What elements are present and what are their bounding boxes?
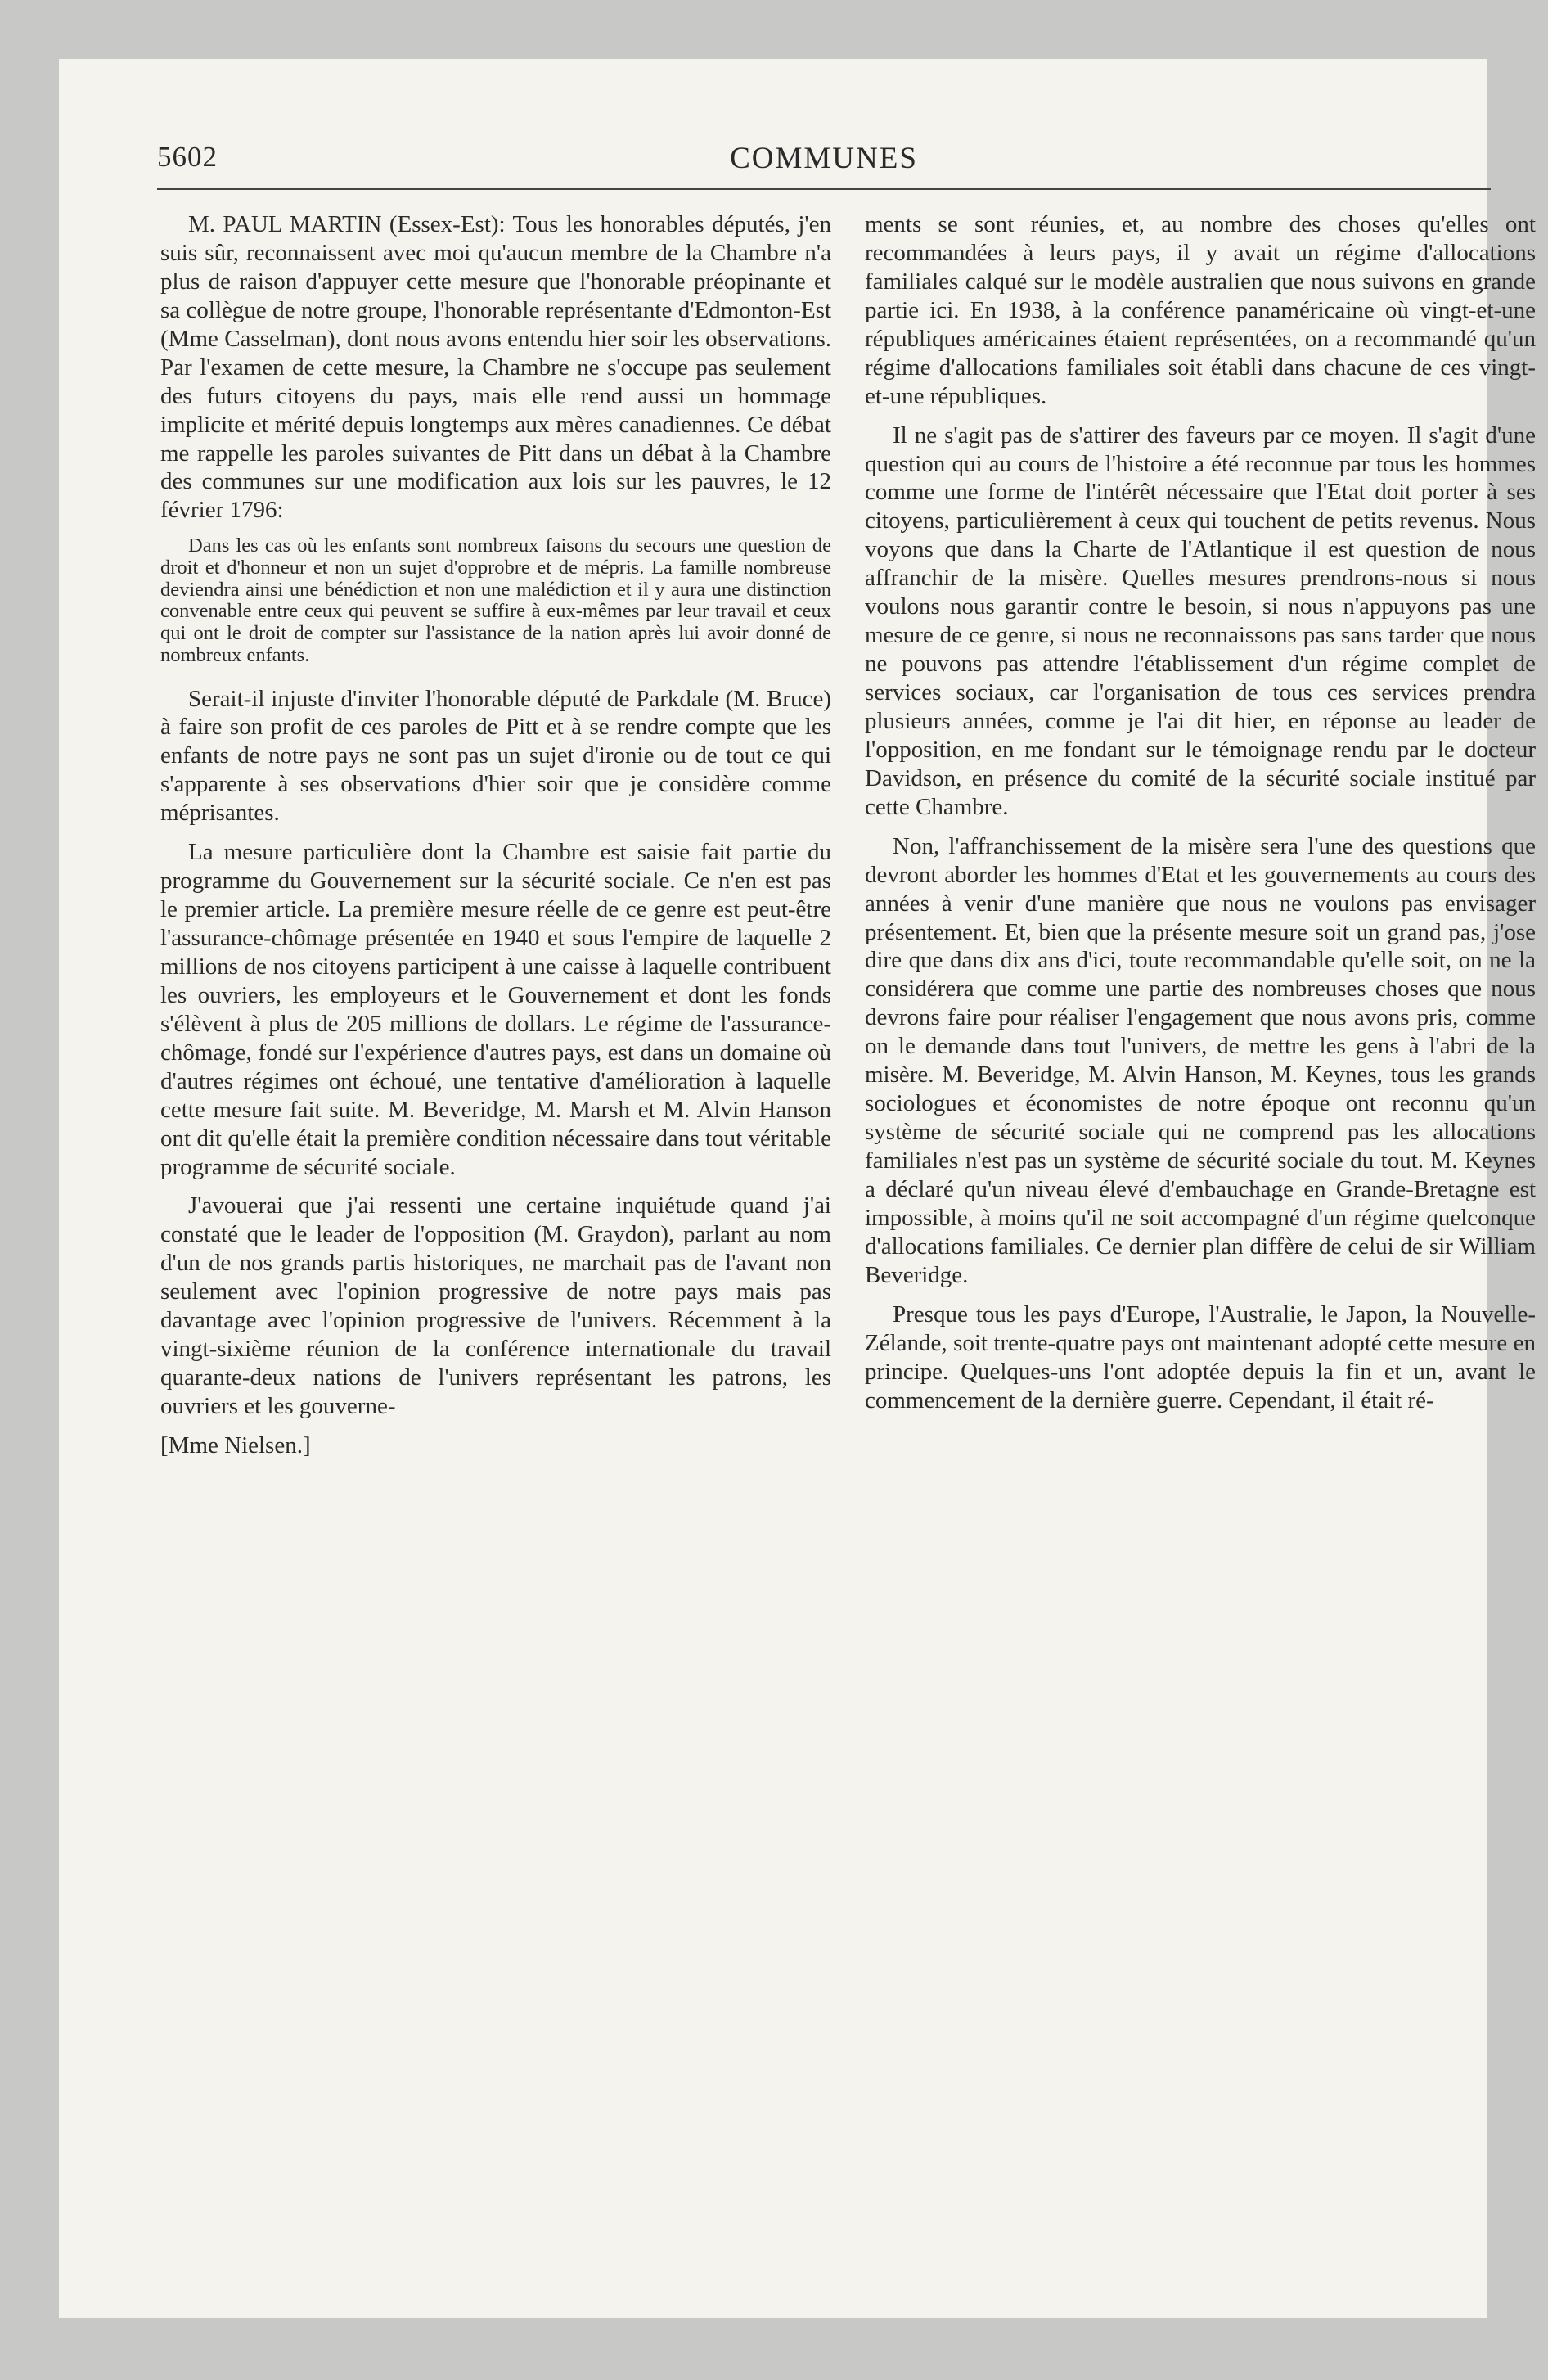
paragraph: Non, l'affranchissement de la misère sera l'une des questions que devront aborder les hommes d'Etat et les gouvernements au cours des années à venir d'une manière que nous ne voulons pas envisager présentement. Et, bien que la présente mesure soit un grand pas, j'ose dire que dans dix ans d'ici, toute recommandable qu'elle soit, on ne la considérera que comme une partie des nombreuses choses que nous devrons faire pour réaliser l'engagement que nous avons pris, comme on le demande dans tout l'univers, de mettre les gens à l'abri de la misère. M. Beveridge, M. Alvin Hanson, M. Keynes, tous les grands sociologues et économistes de notre époque ont reconnu qu'un système de sécurité sociale qui ne comprend pas les allocations familiales n'est pas un système de sécurité sociale du tout. M. Keynes a déclaré qu'un niveau élevé d'embauchage en Grande-Bretagne est impossible, à moins qu'il ne soit accompagné d'un régime quelconque d'allocations familiales. Ce dernier plan diffère de celui de sir William Beveridge. bbox=[865, 832, 1536, 1288]
paragraph: J'avouerai que j'ai ressenti une certaine inquiétude quand j'ai constaté que le leader de l'opposition (M. Graydon), parlant au nom d'un de nos grands partis historiques, ne marchait pas de l'avant non seulement avec l'opinion progressive de notre pays mais pas davantage avec l'opinion progressive de l'univers. Récemment à la vingt-sixième réunion de la conférence internationale du travail quarante-deux nations de l'univers représentant les patrons, les ouvriers et les gouverne- bbox=[160, 1192, 831, 1420]
paragraph: La mesure particulière dont la Chambre est saisie fait partie du programme du Gouvernement sur la sécurité sociale. Ce n'en est pas le premier article. La première mesure réelle de ce genre est peut-être l'assurance-chômage présentée en 1940 et sous l'empire de laquelle 2 millions de nos citoyens participent à une caisse à laquelle contribuent les ouvriers, les employeurs et le Gouvernement et dont les fonds s'élèvent à plus de 205 millions de dollars. Le régime de l'assurance-chômage, fondé sur l'expérience d'autres pays, est dans un domaine où d'autres régimes ont échoué, une tentative d'amélioration à laquelle cette mesure fait suite. M. Beveridge, M. Marsh et M. Alvin Hanson ont dit qu'elle était la première condition nécessaire dans tout véritable programme de sécurité sociale. bbox=[160, 839, 831, 1180]
page-number: 5602 bbox=[157, 141, 218, 173]
speaker-signature: [Mme Nielsen.] bbox=[160, 1431, 311, 1458]
block-quote: Dans les cas où les enfants sont nombreux faisons du secours une question de droit et d'honneur et non un sujet d'opprobre et de mépris. La famille nombreuse deviendra ainsi une bénédiction et non une malédiction et il y aura une distinction convenable entre ceux qui peuvent se suffire à eux-mêmes par leur travail et ceux qui ont le droit de compter sur l'assistance de la nation après lui avoir donné de nombreux enfants. bbox=[160, 534, 831, 666]
page-header bbox=[157, 141, 1491, 190]
right-column bbox=[865, 210, 1536, 1425]
header-rule bbox=[157, 188, 1491, 190]
document-page bbox=[59, 59, 1536, 2318]
paragraph: M. PAUL MARTIN (Essex-Est): Tous les honorables députés, j'en suis sûr, reconnaissent avec moi qu'aucun membre de la Chambre n'a plus de raison d'appuyer cette mesure que l'honorable préopinante et sa collègue de notre groupe, l'honorable représentante d'Edmonton-Est (Mme Casselman), dont nous avons entendu hier soir les observations. Par l'examen de cette mesure, la Chambre ne s'occupe pas seulement des futurs citoyens du pays, mais elle rend aussi un hommage implicite et mérité depuis longtemps aux mères canadiennes. Ce débat me rappelle les paroles suivantes de Pitt dans un débat à la Chambre des communes sur une modification aux lois sur les pauvres, le 12 février 1796: bbox=[160, 211, 831, 524]
paragraph: Serait-il injuste d'inviter l'honorable député de Parkdale (M. Bruce) à faire son profit de ces paroles de Pitt et à se rendre compte que les enfants de notre pays ne sont pas un sujet d'ironie ou de tout ce qui s'apparente à ses observations d'hier soir que je considère comme méprisantes. bbox=[160, 685, 831, 827]
paragraph: Presque tous les pays d'Europe, l'Australie, le Japon, la Nouvelle-Zélande, soit trente-quatre pays ont maintenant adopté cette mesure en principe. Quelques-uns l'ont adoptée depuis la fin et un, avant le commencement de la dernière guerre. Cependant, il était ré- bbox=[865, 1300, 1536, 1413]
left-column bbox=[160, 210, 831, 1460]
paragraph: ments se sont réunies, et, au nombre des choses qu'elles ont recommandées à leurs pays, il y avait un régime d'allocations familiales calqué sur le modèle australien que nous suivons en grande partie ici. En 1938, à la conférence panaméricaine où vingt-et-une républiques américaines étaient représentées, on a recommandé qu'un régime d'allocations familiales soit établi dans chacune de ces vingt-et-une républiques. bbox=[865, 211, 1536, 409]
section-title: COMMUNES bbox=[730, 142, 918, 175]
paragraph: Il ne s'agit pas de s'attirer des faveurs par ce moyen. Il s'agit d'une question qui au cours de l'histoire a été reconnue par tous les hommes comme une forme de l'intérêt nécessaire que l'Etat doit porter à ses citoyens, particulièrement à ceux qui touchent de petits revenus. Nous voyons que dans la Charte de l'Atlantique il est question de nous affranchir de la misère. Quelles mesures prendrons-nous si nous voulons nous garantir contre le besoin, si nous n'appuyons pas une mesure de ce genre, si nous ne reconnaissons pas sans tarder que nous ne pouvons pas attendre l'établissement d'un régime complet de services sociaux, car l'organisation de tous ces services prendra plusieurs années, comme je l'ai dit hier, en réponse au leader de l'opposition, en me fondant sur le témoignage rendu par le docteur Davidson, en présence du comité de la sécurité sociale institué par cette Chambre. bbox=[865, 421, 1536, 820]
